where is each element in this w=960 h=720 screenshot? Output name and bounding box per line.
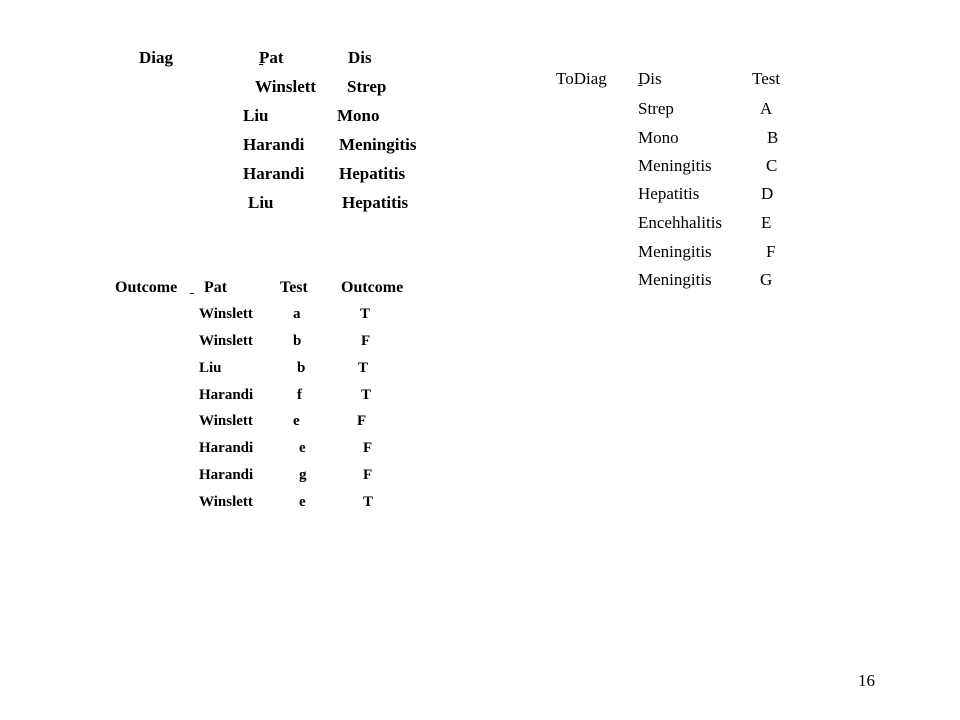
todiag-row-1-dis: Strep (638, 99, 674, 118)
outcome-row-1-pat: Winslett (199, 306, 253, 322)
diag-row-2-pat: Liu (243, 106, 269, 125)
outcome-row-6-test: e (299, 440, 306, 456)
todiag-row-6-dis: Meningitis (638, 242, 712, 261)
outcome-row-3-pat: Liu (199, 360, 222, 376)
outcome-row-6-pat: Harandi (199, 440, 254, 456)
outcome-row-5-outcome: F (357, 413, 367, 429)
outcome-header-outcome: Outcome (341, 279, 404, 296)
outcome-header-pat: Pat (204, 279, 228, 296)
diag-row-1-dis: Strep (347, 77, 387, 96)
outcome-row-7-test: g (299, 467, 307, 483)
diag-row-1-pat: Winslett (255, 77, 317, 96)
diag-row-3-dis: Meningitis (339, 135, 417, 154)
outcome-row-5-test: e (293, 413, 300, 429)
diag-header-pat: Pat (259, 48, 284, 67)
todiag-row-7-test: G (760, 270, 773, 289)
outcome-row-1-outcome: T (360, 306, 371, 322)
diag-header-dis: Dis (348, 48, 372, 67)
outcome-row-6-outcome: F (363, 440, 373, 456)
outcome-row-7-outcome: F (363, 467, 373, 483)
todiag-row-3-test: C (766, 156, 778, 175)
diag-row-5-pat: Liu (248, 193, 274, 212)
diag-row-4-dis: Hepatitis (339, 164, 406, 183)
outcome-row-2-test: b (293, 333, 302, 349)
outcome-row-4-test: f (297, 387, 302, 403)
todiag-row-5-dis: Encehhalitis (638, 213, 723, 232)
outcome-header-test: Test (280, 279, 308, 296)
outcome-row-5-pat: Winslett (199, 413, 253, 429)
todiag-row-7-dis: Meningitis (638, 270, 712, 289)
outcome-table-name: Outcome (115, 279, 178, 296)
outcome-row-8-test: e (299, 494, 306, 510)
todiag-row-2-test: B (767, 128, 779, 147)
todiag-row-3-dis: Meningitis (638, 156, 712, 175)
outcome-row-4-outcome: T (361, 387, 372, 403)
todiag-row-2-dis: Mono (638, 128, 679, 147)
outcome-row-4-pat: Harandi (199, 387, 254, 403)
todiag-row-4-dis: Hepatitis (638, 184, 700, 203)
outcome-row-3-test: b (297, 360, 306, 376)
outcome-row-2-outcome: F (361, 333, 371, 349)
outcome-row-8-outcome: T (363, 494, 374, 510)
outcome-row-1-test: a (293, 306, 301, 322)
todiag-table-name: ToDiag (556, 69, 607, 88)
outcome-row-8-pat: Winslett (199, 494, 253, 510)
todiag-row-6-test: F (766, 242, 776, 261)
todiag-row-1-test: A (760, 99, 773, 118)
diag-row-5-dis: Hepatitis (342, 193, 409, 212)
diag-row-2-dis: Mono (337, 106, 380, 125)
outcome-row-2-pat: Winslett (199, 333, 253, 349)
todiag-row-5-test: E (761, 213, 772, 232)
diag-row-4-pat: Harandi (243, 164, 305, 183)
diag-table-name: Diag (139, 48, 173, 67)
outcome-row-3-outcome: T (358, 360, 369, 376)
diag-row-3-pat: Harandi (243, 135, 305, 154)
todiag-row-4-test: D (761, 184, 774, 203)
outcome-row-7-pat: Harandi (199, 467, 254, 483)
todiag-header-test: Test (752, 69, 781, 88)
todiag-header-dis: Dis (638, 69, 662, 88)
page-number: 16 (858, 671, 875, 690)
